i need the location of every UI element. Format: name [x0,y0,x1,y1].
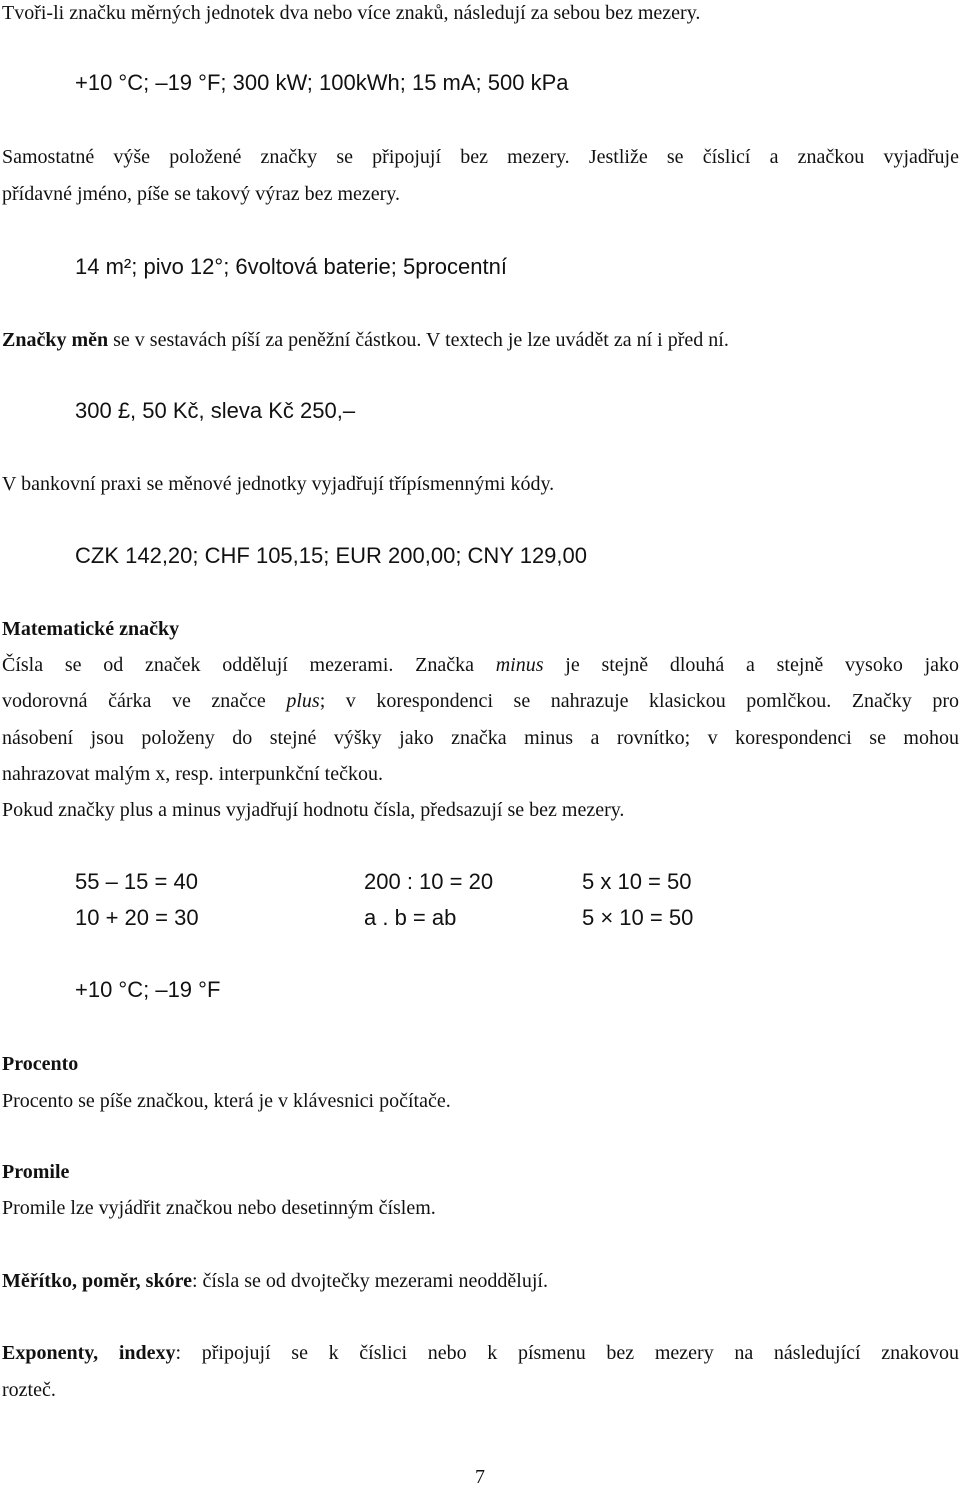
scale-text: : čísla se od dvojtečky mezerami neoddělují. [191,1270,548,1292]
superscript-paragraph-line2: přídavné jméno, píše se takový výraz bez mezery. [2,183,400,205]
equation-r2c2: a . b = ab [364,905,457,930]
math-line2-a: vodorovná čárka ve značce [2,690,287,712]
permille-text: Promile lze vyjádřit značkou nebo desetinným číslem. [2,1197,436,1219]
intro-paragraph: Tvoři-li značku měrných jednotek dva nebo více znaků, následují za sebou bez mezery. [2,2,701,24]
percent-heading-text: Procento [2,1053,79,1075]
plus-word: plus [286,690,320,712]
percent-heading [2,1053,78,1076]
math-line2 [2,690,959,713]
percent-text: Procento se píše značkou, která je v klávesnici počítače. [2,1090,451,1112]
math-line3: násobení jsou položeny do stejné výšky jako značka minus a rovnítko; v korespondenci se mohou [2,727,959,749]
equation-r1c2: 200 : 10 = 20 [364,869,494,894]
equation-r2c3: 5 × 10 = 50 [582,905,694,930]
exponents-term: Exponenty, indexy [2,1342,176,1364]
superscript-paragraph-line1: Samostatné výše položené značky se připojují bez mezery. Jestliže se číslicí a značkou vyjadřuje [2,146,959,168]
banking-paragraph: V bankovní praxi se měnové jednotky vyjadřují třípísmennými kódy. [2,473,555,495]
equation-r1c3: 5 x 10 = 50 [582,869,692,894]
exponents-paragraph-line2: rozteč. [2,1379,56,1401]
equation-r1c1: 55 – 15 = 40 [75,869,198,894]
math-line1 [2,654,959,677]
example-units: +10 °C; –19 °F; 300 kW; 100kWh; 15 mA; 500 kPa [75,70,569,95]
example-temperature: +10 °C; –19 °F [75,977,221,1002]
math-heading-text: Matematické značky [2,618,180,640]
page-number: 7 [475,1466,485,1488]
exponents-paragraph-line1 [2,1342,959,1365]
example-codes: CZK 142,20; CHF 105,15; EUR 200,00; CNY 129,00 [75,543,587,568]
permille-heading-text: Promile [2,1161,70,1183]
permille-heading [2,1161,69,1184]
currency-text: se v sestavách píší za peněžní částkou. V textech je lze uvádět za ní i před ní. [108,329,729,351]
exponents-text: : připojují se k číslici nebo k písmenu bez mezery na následující znakovou [175,1342,959,1364]
minus-word: minus [495,654,544,676]
example-superscript: 14 m²; pivo 12°; 6voltová baterie; 5procentní [75,254,507,279]
currency-term: Značky měn [2,329,109,351]
example-currency: 300 £, 50 Kč, sleva Kč 250,– [75,398,356,423]
math-line1-b: je stejně dlouhá a stejně vysoko jako [543,654,960,676]
scale-term: Měřítko, poměr, skóre [2,1270,192,1292]
math-line4: nahrazovat malým x, resp. interpunkční tečkou. [2,763,383,785]
math-heading [2,618,179,641]
math-line5: Pokud značky plus a minus vyjadřují hodnotu čísla, předsazují se bez mezery. [2,799,625,821]
math-line2-b: ; v korespondenci se nahrazuje klasickou pomlčkou. Značky pro [319,690,960,712]
currency-paragraph [2,329,729,352]
math-line1-a: Čísla se od značek oddělují mezerami. Značka [2,654,496,676]
equation-r2c1: 10 + 20 = 30 [75,905,199,930]
scale-paragraph [2,1270,548,1293]
